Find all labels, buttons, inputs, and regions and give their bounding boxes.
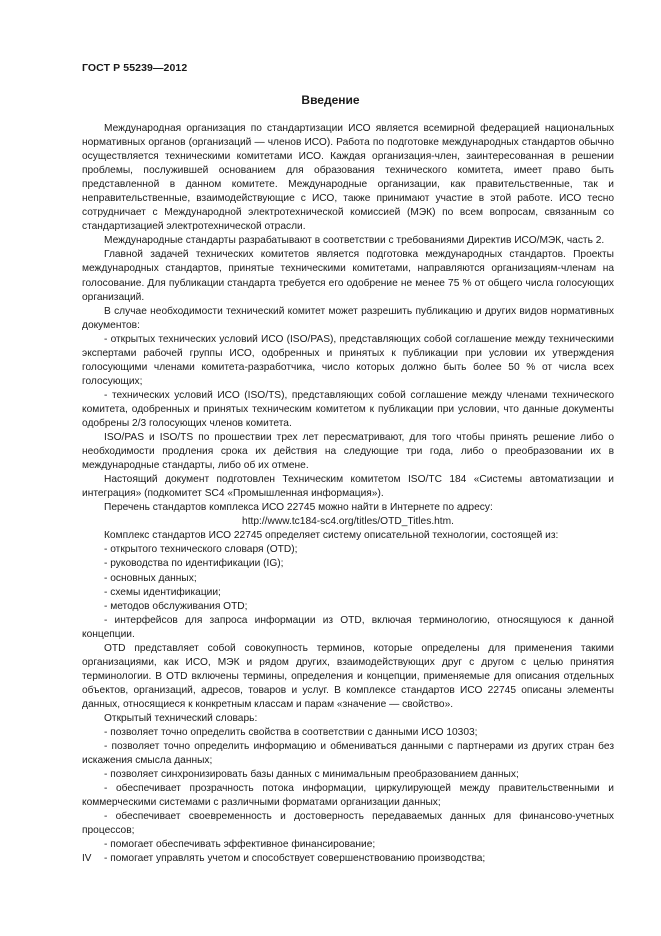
paragraph: Главной задачей технических комитетов является подготовка международных стандартов. Проекты международных стандартов, принятые техническими комитетами, направляются организациям-членам на голосование. Для публикации стандарта требуется его одобрение не менее 75 % от общего числа голосующих организаций. <box>82 249 614 303</box>
paragraph: Открытый технический словарь: <box>104 712 258 724</box>
paragraph: Международные стандарты разрабатывают в соответствии с требованиями Директив ИСО/МЭК, часть 2. <box>104 235 605 247</box>
paragraph: Международная организация по стандартизации ИСО является всемирной федерацией национальных нормативных органов (организаций — членов ИСО). Работа по подготовке международных стандартов обычно осуществляется техническими комитетами ИСО. Каждая организация-член, заинтересованная в решении проблемы, послужившей основанием для образования технического комитета, имеет право быть представленной в данном комитете. Международные организации, как правительственные, так и неправительственные, взаимодействующие с ИСО, также принимают участие в этой работе. ИСО тесно сотрудничает с Международной электротехнической комиссией (МЭК) по всем вопросам, связанным со стандартизацией электротехнической отрасли. <box>82 123 614 233</box>
list-item: - помогает обеспечивать эффективное финансирование; <box>104 839 376 851</box>
standards-url: http://www.tc184-sc4.org/titles/OTD_Titles.htm. <box>242 516 454 528</box>
list-item: - позволяет синхронизировать базы данных с минимальным преобразованием данных; <box>104 769 519 781</box>
list-item: - схемы идентификации; <box>104 586 221 598</box>
section-title: Введение <box>301 93 360 107</box>
list-item: - интерфейсов для запроса информации из OTD, включая терминологию, относящуюся к данной концепции. <box>82 614 614 640</box>
list-item: - обеспечивает прозрачность потока информации, циркулирующей между правительственными и коммерческими системами с различными форматами организации данных; <box>82 783 614 809</box>
list-item: - открытого технического словаря (OTD); <box>104 544 298 556</box>
paragraph: Комплекс стандартов ИСО 22745 определяет систему описательной технологии, состоящей из: <box>104 530 559 542</box>
list-item: - обеспечивает своевременность и достоверность передаваемых данных для финансово-учетных процессов; <box>82 811 614 837</box>
list-item: - руководства по идентификации (IG); <box>104 558 284 570</box>
list-item: - позволяет точно определить свойства в соответствии с данными ИСО 10303; <box>104 727 478 739</box>
document-header: ГОСТ Р 55239—2012 <box>82 62 188 74</box>
page-number: IV <box>82 853 92 864</box>
paragraph: Перечень стандартов комплекса ИСО 22745 можно найти в Интернете по адресу: <box>104 502 493 514</box>
list-item: - открытых технических условий ИСО (ISO/PAS), представляющих собой соглашение между техническими экспертами рабочей группы ИСО, одобренных и принятых к публикации при условии их утверждения голосующими членами комитета-разработчика, число которых должно быть более 50 % от числа всех голосующих; <box>82 333 614 387</box>
paragraph: ISO/PAS и ISO/TS по прошествии трех лет пересматривают, для того чтобы принять решение либо о необходимости продления срока их действия на следующие три года, либо о преобразовании их в международные стандарты, либо об их отмене. <box>82 432 614 472</box>
document-body <box>82 122 614 866</box>
list-item: - позволяет точно определить информацию и обмениваться данными с партнерами из других стран без искажения смысла данных; <box>82 741 614 767</box>
paragraph: OTD представляет собой совокупность терминов, которые определены для применения такими организациями, как ИСО, МЭК и рядом других, взаимодействующих друг с другом с целью принятия терминологии. В OTD включены термины, определения и концепции, применяемые для описания отдельных объектов, организаций, адресов, товаров и услуг. В комплексе стандартов ИСО 22745 описаны элементы данных, относящиеся к конкретным классам и парам «значение — свойство». <box>82 642 614 710</box>
paragraph: Настоящий документ подготовлен Техническим комитетом ISO/TC 184 «Системы автоматизации и интеграция» (подкомитет SC4 «Промышленная информация»). <box>82 474 614 500</box>
list-item: - помогает управлять учетом и способствует совершенствованию производства; <box>104 853 486 865</box>
list-item: - технических условий ИСО (ISO/TS), представляющих собой соглашение между членами технического комитета, одобренных и принятых техническим комитетом к публикации при условии, что данные документы одобрены 2/3 голосующих членов комитета. <box>82 389 614 429</box>
paragraph: В случае необходимости технический комитет может разрешить публикацию и других видов нормативных документов: <box>82 305 614 331</box>
list-item: - основных данных; <box>104 572 197 584</box>
list-item: - методов обслуживания OTD; <box>104 600 248 612</box>
